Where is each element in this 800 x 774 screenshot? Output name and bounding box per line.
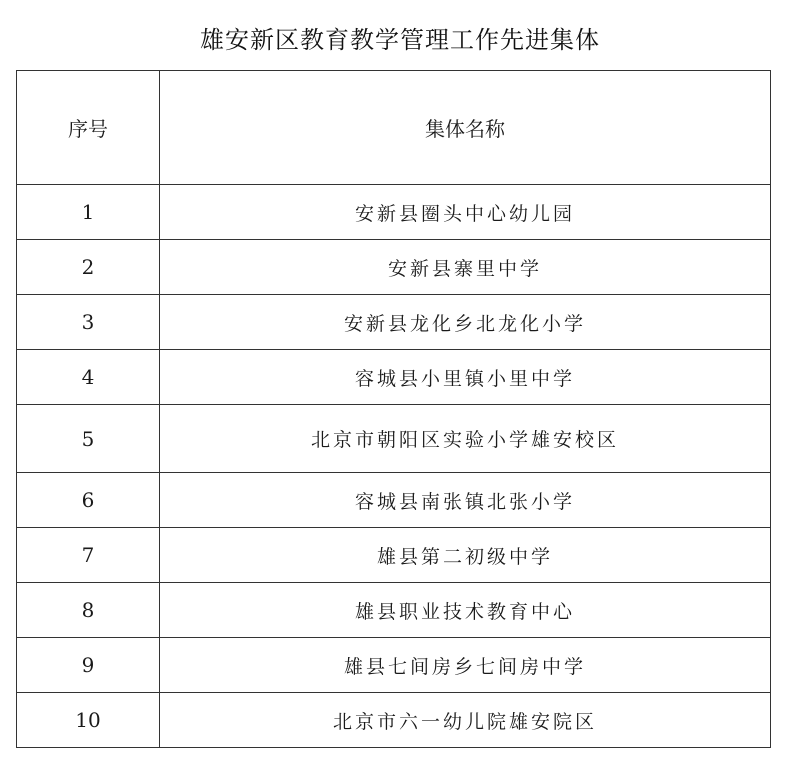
row-name: 安新县圈头中心幼儿园 [160, 185, 771, 240]
row-name: 容城县小里镇小里中学 [160, 350, 771, 405]
table-row [17, 528, 771, 583]
row-name: 安新县寨里中学 [160, 240, 771, 295]
row-index: 5 [17, 405, 160, 473]
table-row [17, 473, 771, 528]
header-index: 序号 [17, 71, 160, 185]
table-row [17, 185, 771, 240]
awards-table [16, 70, 771, 748]
table-row [17, 693, 771, 748]
table-row [17, 350, 771, 405]
row-index: 9 [17, 638, 160, 693]
row-index: 6 [17, 473, 160, 528]
table-header-row [17, 71, 771, 185]
row-name: 容城县南张镇北张小学 [160, 473, 771, 528]
row-name: 雄县七间房乡七间房中学 [160, 638, 771, 693]
row-index: 10 [17, 693, 160, 748]
row-name: 北京市六一幼儿院雄安院区 [160, 693, 771, 748]
row-name: 雄县职业技术教育中心 [160, 583, 771, 638]
table-row [17, 638, 771, 693]
row-index: 4 [17, 350, 160, 405]
row-name: 北京市朝阳区实验小学雄安校区 [160, 405, 771, 473]
row-name: 安新县龙化乡北龙化小学 [160, 295, 771, 350]
row-index: 1 [17, 185, 160, 240]
row-index: 2 [17, 240, 160, 295]
table-row [17, 240, 771, 295]
table-row [17, 405, 771, 473]
header-name: 集体名称 [160, 71, 771, 185]
row-name: 雄县第二初级中学 [160, 528, 771, 583]
row-index: 8 [17, 583, 160, 638]
row-index: 3 [17, 295, 160, 350]
table-row [17, 583, 771, 638]
table-row [17, 295, 771, 350]
page-title: 雄安新区教育教学管理工作先进集体 [200, 26, 600, 54]
row-index: 7 [17, 528, 160, 583]
